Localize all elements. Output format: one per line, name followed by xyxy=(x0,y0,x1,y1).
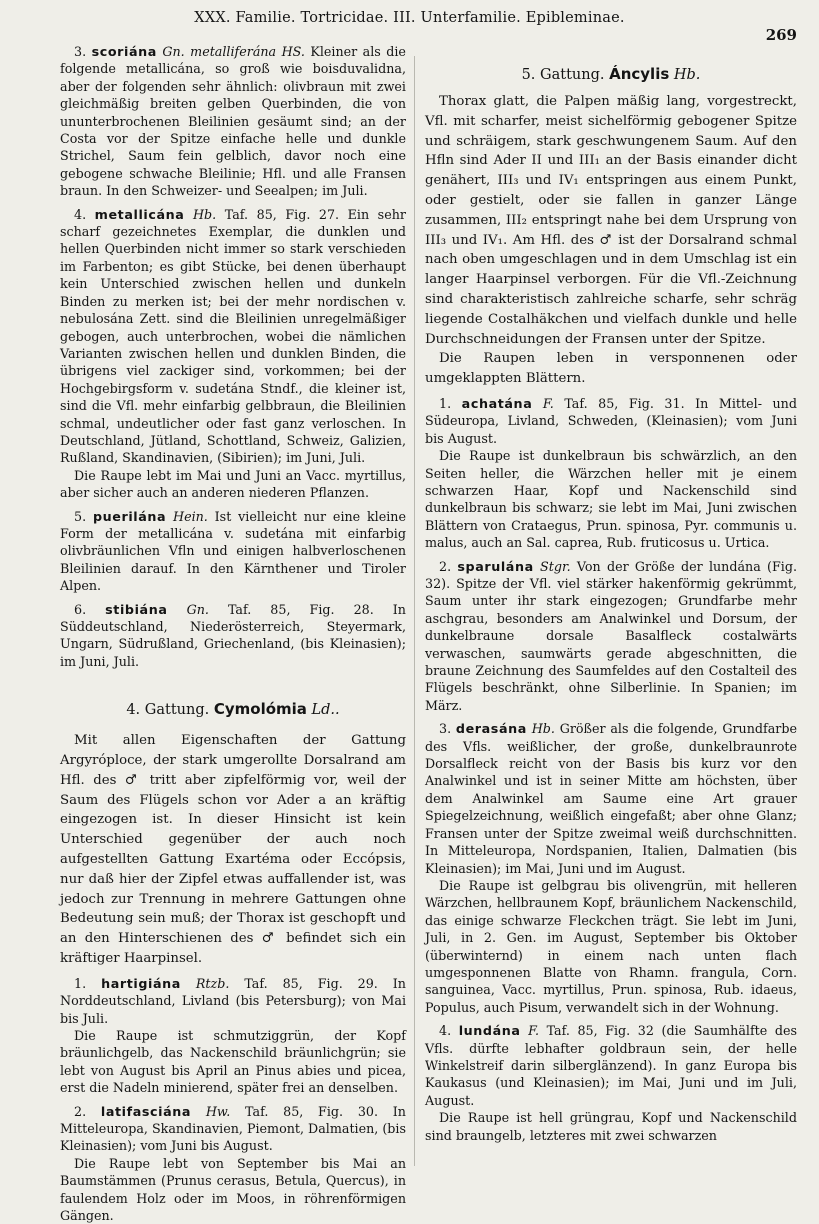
genus-description: Thorax glatt, die Palpen mäßig lang, vorgestreckt, Vfl. mit scharfer, meist sichelförmig gebogener Spitze und schräigem, stark geschwungenem Saum. Auf den Hfln sind Ader II und III₁ an der Basis einander dicht genähert, III₃ und IV₁ entspringen aus einem Punkt, oder gestielt, oder sie fallen in ganzer Länge zusammen, III₂ entspringt nahe bei dem Ursprung von III₃ und IV₁. Am Hfl. des ♂ ist der Dorsalrand schmal nach oben umgeschlagen und in dem Umschlag ist ein langer Haarpinsel verborgen. Für die Vfl.-Zeichnung sind charakteristisch zahlreiche scharfe, sehr schräg liegende Costalhäkchen und vielfach dunkle und helle Durchschneidungen der Fransen unter der Spitze. xyxy=(425,94,797,347)
larva-description: Die Raupe lebt im Mai und Juni an Vacc. myrtillus, aber sicher auch an anderen niederen Pflanzen. xyxy=(60,467,406,501)
running-header: XXX. Familie. Tortricidae. III. Unterfamilie. Epibleminae. xyxy=(194,10,625,26)
larva-description: Die Raupen leben in versponnenen oder umgeklappten Blättern. xyxy=(425,351,797,387)
species-entry: 4. metallicána Hb. Taf. 85, Fig. 27. Ein sehr scharf gezeichnetes Exemplar, die dunklen und hellen Querbinden nicht immer so stark verschieden im Farbenton; es gibt Stücke, bei denen überhaupt kein Unterschied zwischen hellen und dunkeln Binden zu merken ist; bei der mehr nordischen v. nebulosána Zett. sind die Bleilinien unregelmäßiger gebogen, auch unterbrochen, wobei die nämlichen Varianten zwischen hellen und dunklen Binden, die übrigens viel zackiger sind, vorkommen; bei der Hochgebirgsform v. sudetána Stndf., die kleiner ist, sind die Vfl. mehr einfarbig gelbbraun, die Bleilinien schmal, undeutlicher oder fast ganz verloschen. In Deutschland, Jütland, Schottland, Schweiz, Galizien, Rußland, Skandinavien, (Sibirien); im Juni, Juli. xyxy=(60,206,406,466)
species-entry: 2. sparulána Stgr. Von der Größe der lundána (Fig. 32). Spitze der Vfl. viel stärker hakenförmig gekrümmt, Saum unter ihr stark eingezogen; Grundfarbe mehr aschgrau, besonders am Analwinkel und Dorsum, der dunkelbraune dorsale Basalfleck costalwärts verwaschen, saumwärts gerade abgeschnitten, die braune Zeichnung des Saumfeldes auf den Costalteil des Flügels beschränkt, ohne Silberlinie. In Spanien; im März. xyxy=(425,558,797,713)
species-entry: 3. scoriána Gn. metalliferána HS. Kleiner als die folgende metallicána, so groß wie boisduvalidna, aber der folgenden sehr ähnlich: olivbraun mit zwei gleichmäßig breiten gelben Querbinden, die von ununterbrochenen Bleilinien gesäumt sind; an der Costa vor der Spitze einfache helle und dunkle Strichel, Saum fein gelblich, davor noch eine gebogene schwache Bleilinie; Hfl. und alle Fransen braun. In den Schweizer- und Seealpen; im Juli. xyxy=(60,44,406,199)
left-column xyxy=(60,43,406,1224)
right-column xyxy=(425,43,797,1144)
genus-heading: 4. Gattung. Cymolómia Ld.. xyxy=(126,700,340,719)
species-entry: 2. latifasciána Hw. Taf. 85, Fig. 30. In Mitteleuropa, Skandinavien, Piemont, Dalmatien, (bis Kleinasien); vom Juni bis August. xyxy=(60,1103,406,1154)
species-entry: 6. stibiána Gn. Taf. 85, Fig. 28. In Süddeutschland, Niederösterreich, Steyermark, Ungarn, Südrußland, Griechenland, (bis Kleinasien); im Juni, Juli. xyxy=(60,601,406,669)
genus-description: Mit allen Eigenschaften der Gattung Argyróploce, der stark umgerollte Dorsalrand am Hfl. des ♂ tritt aber zipfelförmig vor, weil der Saum des Flügels schon vor Ader a an kräftig eingezogen ist. In dieser Hinsicht ist kein Unterschied gegenüber der auch noch aufgestellten Gattung Exartéma oder Eccópsis, nur daß hier der Zipfel etwas auffallender ist, was jedoch zur Trennung in mehrere Gattungen ohne Bedeutung sein muß; der Thorax ist geschopft und an den Hinterschienen des ♂ befindet sich ein kräftiger Haarpinsel. xyxy=(60,733,406,966)
species-entry: 1. achatána F. Taf. 85, Fig. 31. In Mittel- und Südeuropa, Livland, Schweden, (Kleinasien); vom Juni bis August. xyxy=(425,395,797,446)
larva-description: Die Raupe ist schmutziggrün, der Kopf bräunlichgelb, das Nackenschild bräunlichgrün; sie lebt von August bis April an Pinus abies und picea, erst die Nadeln minierend, später frei an denselben. xyxy=(60,1028,406,1096)
page-number: 269 xyxy=(765,26,797,44)
larva-description: Die Raupe lebt von September bis Mai an Baumstämmen (Prunus cerasus, Betula, Quercus), in faulendem Holz oder im Moos, in röhrenförmigen Gängen. xyxy=(60,1155,406,1224)
species-entry: 3. derasána Hb. Größer als die folgende, Grundfarbe des Vfls. weißlicher, der große, dunkelbraunrote Dorsalfleck reicht von der Basis bis kurz vor den Analwinkel und ist in seiner Mitte am höchsten, über dem Analwinkel am Saume eine Art grauer Spiegelzeichnung, weißlich eingefaßt; aber ohne Glanz; Fransen unter der Spitze zweimal weiß durchschnitten. In Mitteleuropa, Nordspanien, Italien, Dalmatien (bis Kleinasien); im Mai, Juni und im August. xyxy=(425,721,797,876)
species-entry: 4. lundána F. Taf. 85, Fig. 32 (die Saumhälfte des Vfls. dürfte lebhafter goldbraun sein, der helle Winkelstreif darin silberglänzend). In ganz Europa bis Kaukasus (und Kleinasien); im Mai, Juni und im Juli, August. xyxy=(425,1023,797,1108)
larva-description: Die Raupe ist gelbgrau bis olivengrün, mit helleren Wärzchen, hellbraunem Kopf, bräunlichem Nackenschild, das einige schwarze Fleckchen trägt. Sie lebt im Juni, Juli, in 2. Gen. im August, September bis Oktober (überwinternd) in einem nach unten flach umgesponnenen Blatte von Rhamn. frangula, Corn. sanguinea, Vacc. myrtillus, Prun. spinosa, Rub. idaeus, Populus, auch Pisum, verwandelt sich in der Wohnung. xyxy=(425,877,797,1015)
species-entry: 1. hartigiána Rtzb. Taf. 85, Fig. 29. In Norddeutschland, Livland (bis Petersburg); von Mai bis Juli. xyxy=(60,975,406,1026)
column-divider xyxy=(414,56,415,1166)
genus-heading: 5. Gattung. Áncylis Hb. xyxy=(521,65,701,83)
larva-description: Die Raupe ist dunkelbraun bis schwärzlich, an den Seiten heller, die Wärzchen heller mit je einem schwarzen Haar, Kopf und Nackenschild sind dunkelbraun bis schwarz; sie lebt im Mai, Juni zwischen Blättern von Crataegus, Prun. spinosa, Pyr. communis u. malus, auch an Sal. caprea, Rub. fruticosus u. Urtica. xyxy=(425,448,797,551)
species-entry: 5. puerilána Hein. Ist vielleicht nur eine kleine Form der metallicána v. sudetána mit einfarbig olivbräunlichen Vfln und einigen halbverloschenen Bleilinien darauf. In den Kärnthener und Tiroler Alpen. xyxy=(60,508,406,594)
larva-description: Die Raupe ist hell grüngrau, Kopf und Nackenschild sind braungelb, letzteres mit zwei schwarzen xyxy=(425,1110,797,1143)
